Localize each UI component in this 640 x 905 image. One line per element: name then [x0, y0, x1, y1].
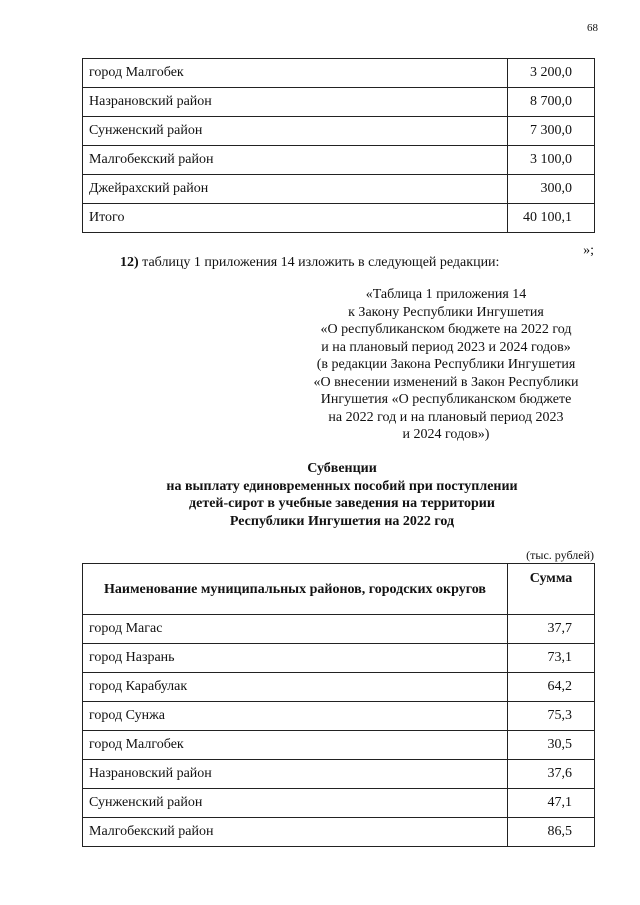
amount-cell: 73,1	[508, 644, 595, 673]
column-header-name: Наименование муниципальных районов, городских округов	[83, 564, 508, 615]
closing-mark: »;	[583, 243, 594, 258]
header-line: на 2022 год и на плановый период 2023	[328, 409, 564, 425]
district-name: город Назрань	[83, 644, 508, 673]
allocation-table-continued	[82, 58, 595, 233]
district-name: Малгобекский район	[83, 818, 508, 847]
amount-cell: 64,2	[508, 673, 595, 702]
units-label: (тыс. рублей)	[526, 548, 594, 562]
table-header-reference	[290, 286, 602, 444]
table-row	[83, 818, 595, 847]
amendment-item	[120, 255, 499, 271]
title-line: Субвенции	[307, 461, 377, 476]
amount-cell: 3 200,0	[508, 59, 595, 88]
district-name: город Малгобек	[83, 731, 508, 760]
amount-cell: 37,6	[508, 760, 595, 789]
total-amount: 40 100,1	[508, 204, 595, 233]
table-row	[83, 789, 595, 818]
amount-cell: 3 100,0	[508, 146, 595, 175]
title-line: Республики Ингушетия на 2022 год	[229, 513, 455, 529]
district-name: Сунженский район	[83, 117, 508, 146]
item-number: 12)	[120, 255, 139, 270]
table-row	[83, 59, 595, 88]
district-name: город Малгобек	[83, 59, 508, 88]
table-header-row	[83, 564, 595, 615]
header-line: «О внесении изменений в Закон Республики	[313, 374, 579, 390]
header-line: и 2024 годов»)	[402, 427, 490, 442]
table-row	[83, 673, 595, 702]
header-line: Ингушетия «О республиканском бюджете	[320, 392, 572, 407]
header-line: (в редакции Закона Республики Ингушетия	[316, 357, 576, 372]
district-name: Малгобекский район	[83, 146, 508, 175]
amount-cell: 300,0	[508, 175, 595, 204]
district-name: город Сунжа	[83, 702, 508, 731]
column-header-sum: Сумма	[508, 564, 595, 615]
district-name: Сунженский район	[83, 789, 508, 818]
total-row	[83, 204, 595, 233]
table-row	[83, 615, 595, 644]
header-line: и на плановый период 2023 и 2024 годов»	[321, 339, 571, 355]
item-text: таблицу 1 приложения 14 изложить в следующей редакции:	[138, 255, 500, 270]
amount-cell: 86,5	[508, 818, 595, 847]
table-row	[83, 146, 595, 175]
subvention-table	[82, 563, 595, 847]
district-name: город Магас	[83, 615, 508, 644]
district-name: Назрановский район	[83, 88, 508, 117]
header-line: «О республиканском бюджете на 2022 год	[320, 322, 572, 337]
district-name: Джейрахский район	[83, 175, 508, 204]
table-row	[83, 760, 595, 789]
amount-cell: 37,7	[508, 615, 595, 644]
page-number: 68	[587, 22, 598, 34]
table-row	[83, 175, 595, 204]
title-line: на выплату единовременных пособий при поступлении	[166, 478, 518, 494]
district-name: Назрановский район	[83, 760, 508, 789]
table-row	[83, 88, 595, 117]
table-row	[83, 702, 595, 731]
table-row	[83, 644, 595, 673]
amount-cell: 30,5	[508, 731, 595, 760]
title-line: детей-сирот в учебные заведения на территории	[189, 496, 495, 511]
table-row	[83, 731, 595, 760]
district-name: город Карабулак	[83, 673, 508, 702]
header-line: «Таблица 1 приложения 14	[365, 287, 527, 302]
amount-cell: 7 300,0	[508, 117, 595, 146]
amount-cell: 75,3	[508, 702, 595, 731]
total-label: Итого	[83, 204, 508, 233]
header-line: к Закону Республики Ингушетия	[348, 304, 544, 320]
amount-cell: 8 700,0	[508, 88, 595, 117]
amount-cell: 47,1	[508, 789, 595, 818]
document-title	[90, 460, 594, 530]
table-row	[83, 117, 595, 146]
